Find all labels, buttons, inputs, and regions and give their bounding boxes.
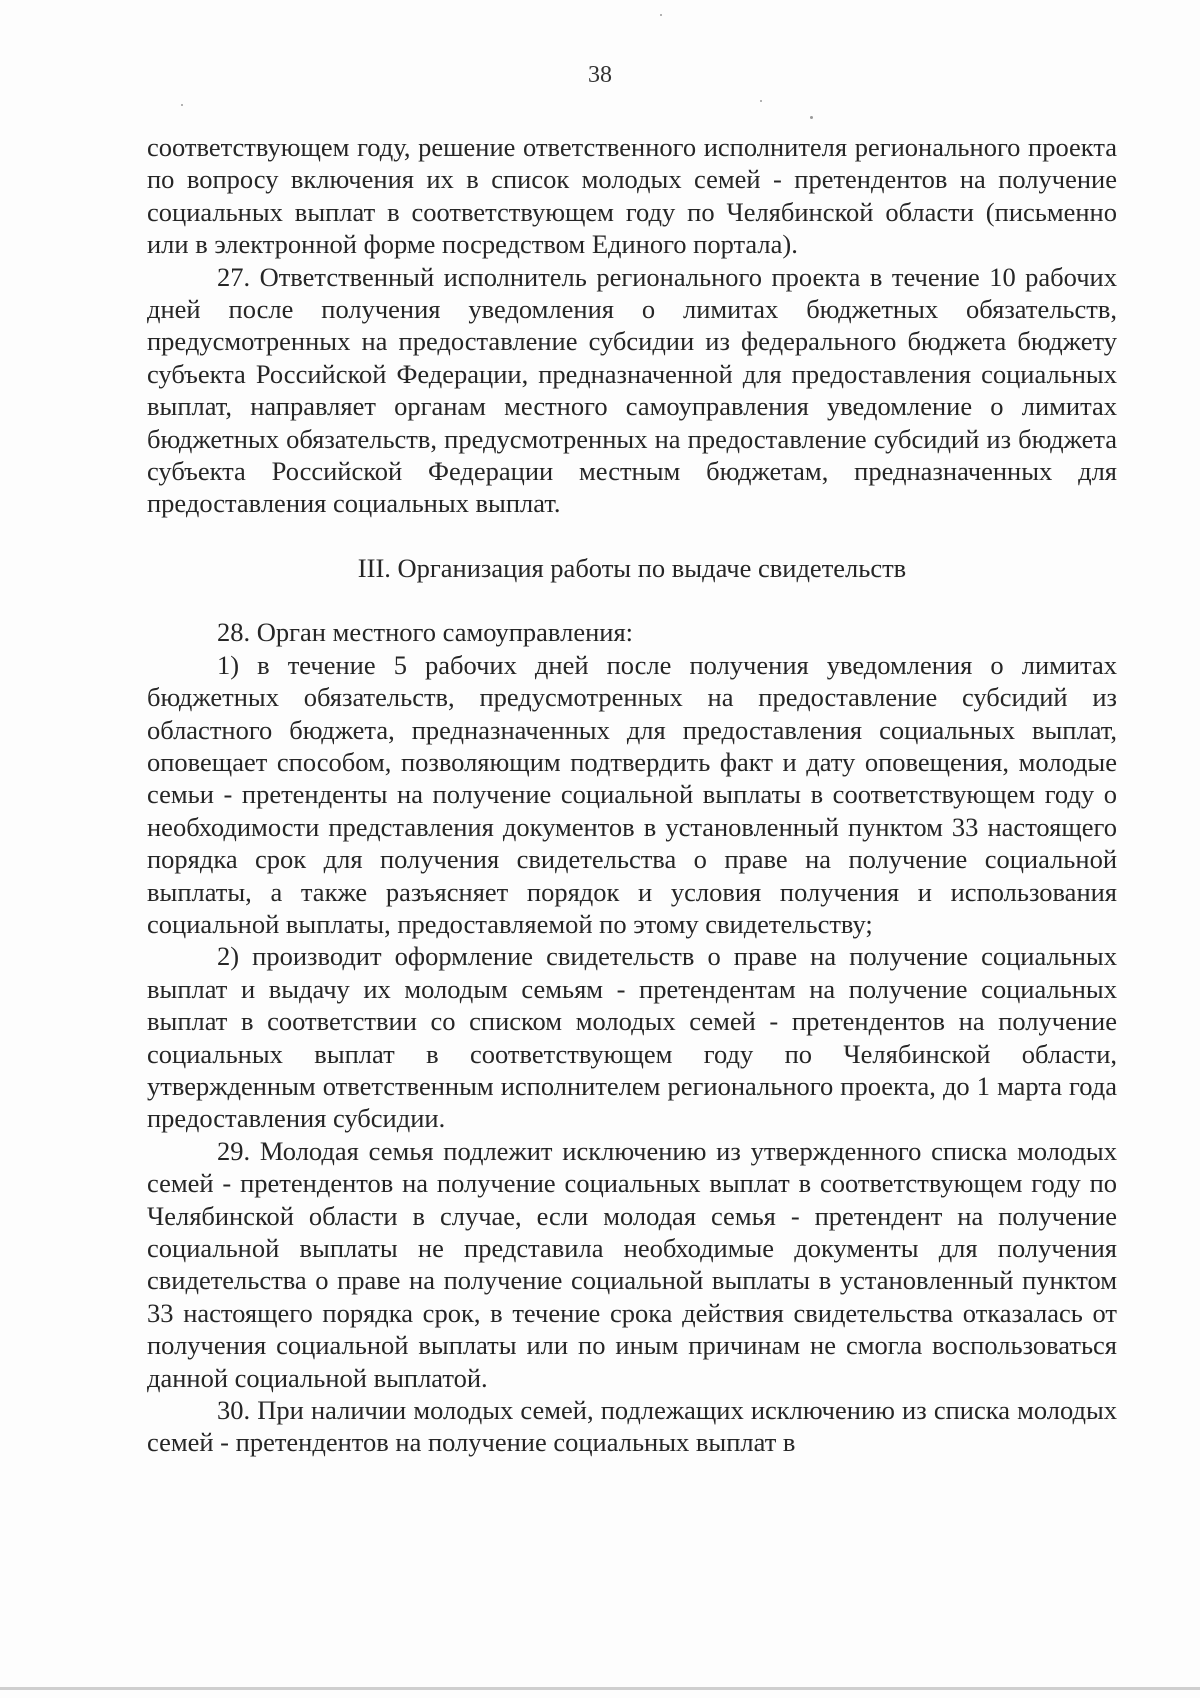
paragraph-30: 30. При наличии молодых семей, подлежащих исключению из списка молодых семей - претендентов на получение социальных выплат в [147,1395,1117,1458]
paragraph-28-item-2: 2) производит оформление свидетельств о праве на получение социальных выплат и выдачу их молодым семьям - претендентам на получение социальных выплат в соответствии со списком молодых семей - претендентов на получение социальных выплат в соответствующем году по Челябинской области, утвержденным ответственным исполнителем регионального проекта, до 1 марта года предоставления субсидии. [147,941,1117,1134]
scan-bottom-edge [0,1687,1200,1690]
paragraph-continuation: соответствующем году, решение ответственного исполнителя регионального проекта по вопросу включения их в список молодых семей - претендентов на получение социальных выплат в соответствующем году по Челябинской области (письменно или в электронной форме посредством Единого портала). [147,132,1117,260]
scan-speck [810,116,813,119]
scan-speck [760,100,762,102]
section-heading: III. Организация работы по выдаче свидетельств [357,552,907,583]
page-number: 38 [588,62,612,88]
scan-speck [660,14,662,16]
paragraph-29: 29. Молодая семья подлежит исключению из утвержденного списка молодых семей - претендентов на получение социальных выплат в соответствующем году по Челябинской области в случае, если молодая семья - претендент на получение социальной выплаты не представила необходимые документы для получения свидетельства о праве на получение социальной выплаты в установленный пунктом 33 настоящего порядка срок, в течение срока действия свидетельства отказалась от получения социальной выплаты или по иным причинам не смогла воспользоваться данной социальной выплатой. [147,1135,1117,1393]
paragraph-28-item-1: 1) в течение 5 рабочих дней после получения уведомления о лимитах бюджетных обязательств, предусмотренных на предоставление субсидий из областного бюджета, предназначенных для предоставления социальных выплат, оповещает способом, позволяющим подтвердить факт и дату оповещения, молодые семьи - претенденты на получение социальной выплаты в соответствующем году о необходимости представления документов в установленный пунктом 33 настоящего порядка срок для получения свидетельства о праве на получение социальной выплаты, а также разъясняет порядок и условия получения и использования социальной выплаты, предоставляемой по этому свидетельству; [147,649,1117,939]
paragraph-28: 28. Орган местного самоуправления: [217,617,633,648]
scan-speck [181,104,183,106]
paragraph-27: 27. Ответственный исполнитель регионального проекта в течение 10 рабочих дней после получения уведомления о лимитах бюджетных обязательств, предусмотренных на предоставление субсидии из федерального бюджета бюджету субъекта Российской Федерации, предназначенной для предоставления социальных выплат, направляет органам местного самоуправления уведомление о лимитах бюджетных обязательств, предусмотренных на предоставление субсидий из бюджета субъекта Российской Федерации местным бюджетам, предназначенных для предоставления социальных выплат. [147,261,1117,519]
document-body [147,131,1117,1459]
